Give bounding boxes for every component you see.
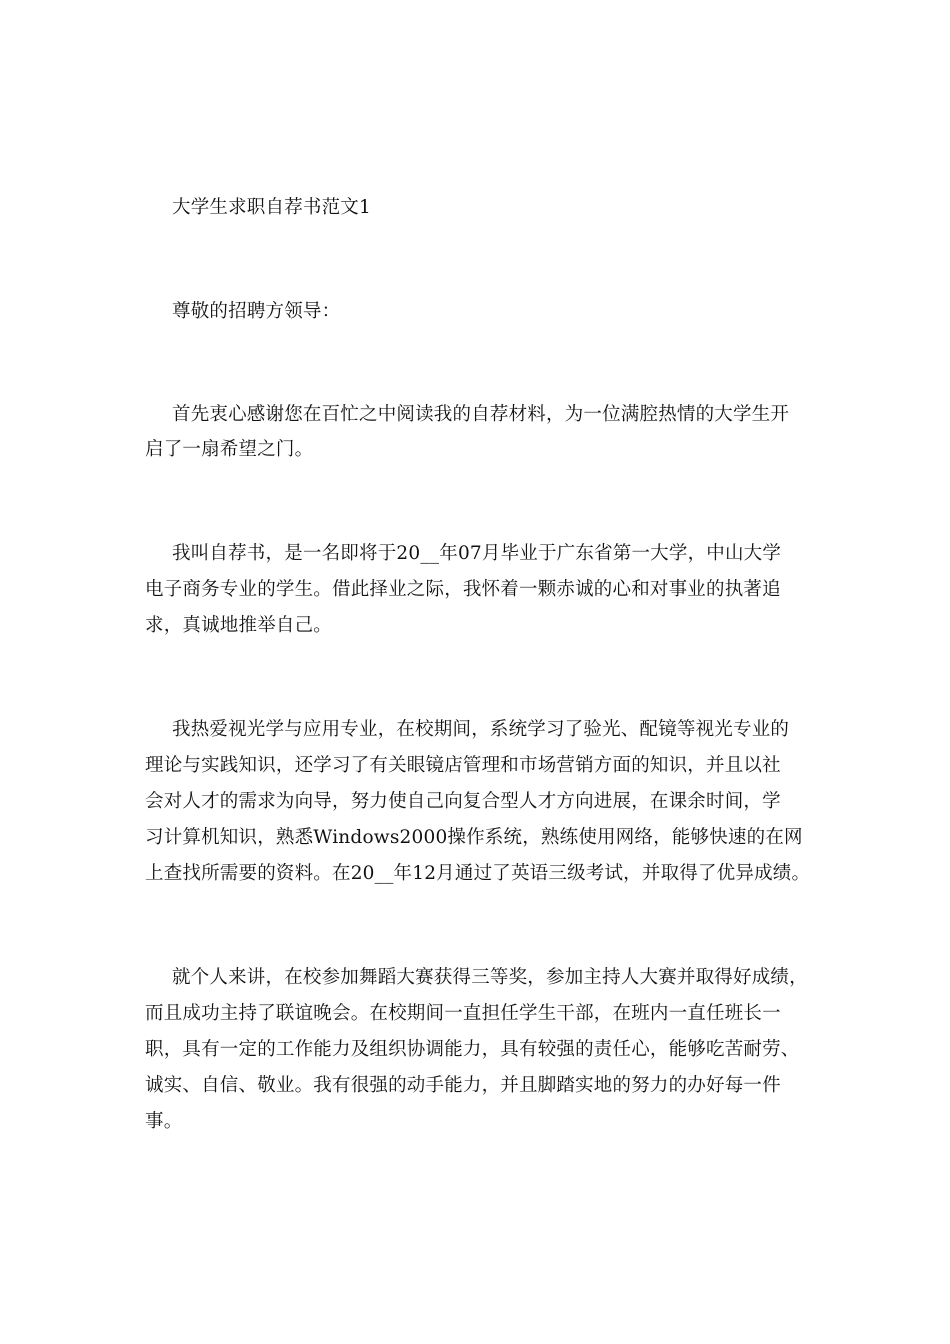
paragraph-2-line-3: 求，真诚地推举自己。	[145, 615, 333, 636]
paragraph-4-line-3: 职，具有一定的工作能力及组织协调能力，具有较强的责任心，能够吃苦耐劳、	[145, 1039, 800, 1060]
paragraph-4-line-2: 而且成功主持了联谊晚会。在校期间一直担任学生干部，在班内一直任班长一	[145, 1003, 781, 1024]
paragraph-4-line-4: 诚实、自信、敬业。我有很强的动手能力，并且脚踏实地的努力的办好每一件	[145, 1075, 781, 1096]
paragraph-3-line-3: 会对人才的需求为向导，努力使自己向复合型人才方向进展，在课余时间，学	[145, 791, 781, 812]
paragraph-1-line-2: 启了一扇希望之门。	[145, 439, 314, 460]
paragraph-1-line-1: 首先衷心感谢您在百忙之中阅读我的自荐材料，为一位满腔热情的大学生开	[172, 404, 790, 425]
paragraph-2-line-2: 电子商务专业的学生。借此择业之际，我怀着一颗赤诚的心和对事业的执著追	[145, 579, 781, 600]
paragraph-3-line-5: 上查找所需要的资料。在20__年12月通过了英语三级考试，并取得了优异成绩。	[145, 863, 811, 884]
salutation: 尊敬的招聘方领导：	[172, 301, 341, 322]
paragraph-3-line-2: 理论与实践知识，还学习了有关眼镜店管理和市场营销方面的知识，并且以社	[145, 755, 781, 776]
paragraph-2-line-1: 我叫自荐书，是一名即将于20__年07月毕业于广东省第一大学，中山大学	[172, 543, 782, 564]
paragraph-3-line-1: 我热爱视光学与应用专业，在校期间，系统学习了验光、配镜等视光专业的	[172, 719, 790, 740]
paragraph-4-line-1: 就个人来讲，在校参加舞蹈大赛获得三等奖，参加主持人大赛并取得好成绩，	[172, 967, 808, 988]
document-title: 大学生求职自荐书范文1	[172, 197, 371, 218]
paragraph-4-line-5: 事。	[145, 1111, 183, 1132]
paragraph-3-line-4: 习计算机知识，熟悉Windows2000操作系统，熟练使用网络，能够快速的在网	[145, 827, 803, 848]
